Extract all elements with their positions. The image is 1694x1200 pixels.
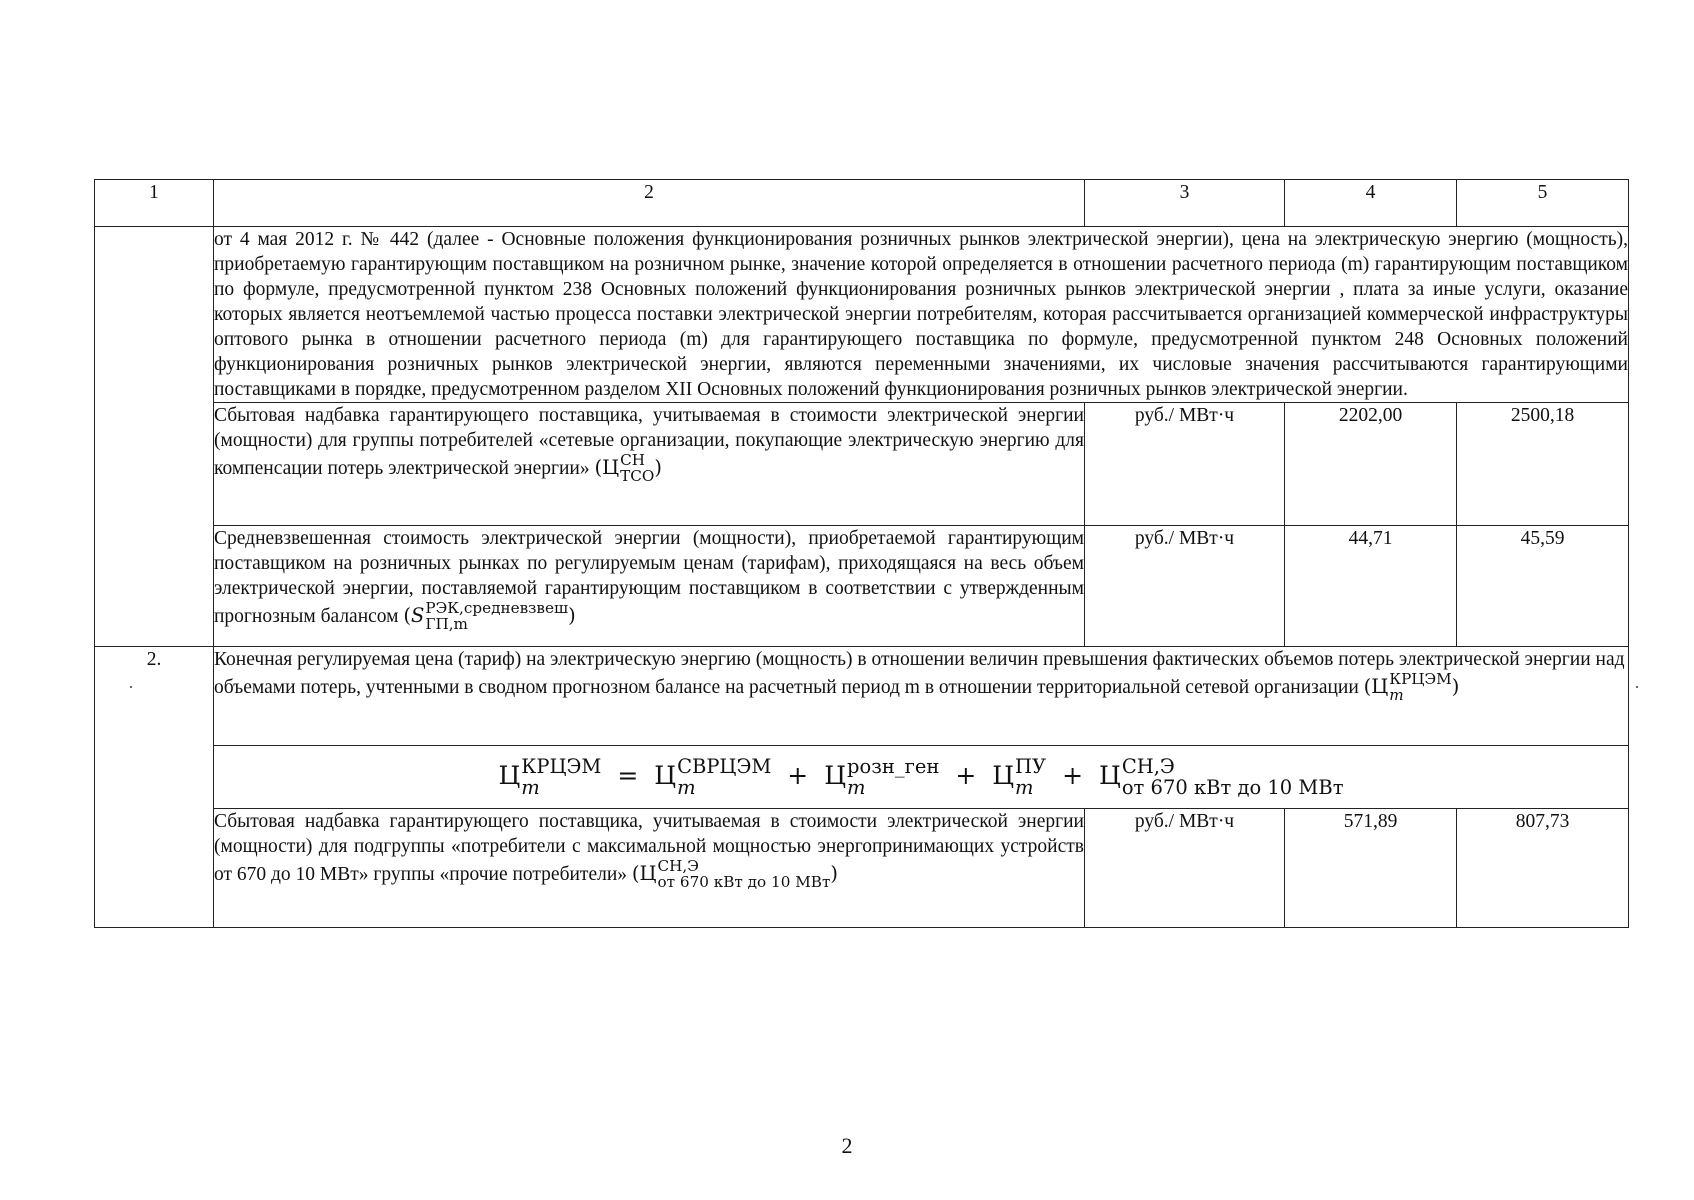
paren-open: ( [1363,675,1372,699]
table-row [95,403,1629,526]
paren-open: ( [594,456,603,480]
value-cell-2: 2500,18 [1457,403,1629,526]
value-cell-1: 2202,00 [1285,403,1457,526]
symbol-sub: m [1389,686,1404,705]
symbol-base: S [411,604,425,628]
block1-num-cell [95,227,214,647]
symbol-base: Ц [602,456,620,480]
value-cell-2: 45,59 [1457,526,1629,647]
formula-row [95,746,1629,809]
formula-term-1-scripts [521,757,601,797]
page-number: 2 [841,1133,853,1158]
header-row [95,180,1629,227]
unit-cell: руб./ МВт·ч [1085,526,1285,647]
symbol-sub: от 670 кВт до 10 МВт [657,873,831,892]
scan-speck [1636,686,1638,688]
formula-symbol [631,857,838,892]
block2-title [214,647,1629,746]
paren-open: ( [631,862,640,886]
scan-speck [130,686,132,688]
block2-num-cell: 2. [95,647,214,928]
formula-term-1-sup: КРЦЭМ [521,755,602,778]
block2-title-row [95,647,1629,746]
formula-term-4-base: Ц [992,760,1015,790]
table-row [95,809,1629,928]
tariff-table [94,179,1629,928]
value-cell-1: 44,71 [1285,526,1457,647]
formula-term-5-base: Ц [1099,760,1121,790]
symbol-scripts [425,601,568,632]
formula-term-2-base: Ц [654,760,677,790]
symbol-sub: ТСО [620,467,655,486]
formula-term-3-sub: m [847,775,866,799]
formula-term-4-sub: m [1015,775,1034,799]
paren-open: ( [403,604,412,628]
equals-sign: = [617,760,639,790]
value-cell-2: 807,73 [1457,809,1629,928]
row-description [214,809,1085,928]
header-col-5: 5 [1457,180,1629,227]
row-description [214,526,1085,647]
unit-cell: руб./ МВт·ч [1085,403,1285,526]
formula-term-4-sup: ПУ [1015,755,1047,778]
formula-symbol [1363,670,1460,705]
paren-close: ) [568,604,576,628]
formula-term-1-sub: m [521,775,540,799]
formula-term-4-scripts [1015,757,1046,797]
symbol-scripts [1389,672,1451,703]
header-col-3: 3 [1085,180,1285,227]
formula-term-2-scripts [677,757,771,797]
formula-term-5-sub: от 670 кВт до 10 МВт [1121,775,1344,799]
value-cell-1: 571,89 [1285,809,1457,928]
paren-close: ) [654,456,662,480]
symbol-scripts [658,859,831,890]
plus-sign: + [1062,760,1084,790]
table-row [95,526,1629,647]
formula-symbol [403,599,576,634]
formula-term-1-base: Ц [498,760,521,790]
symbol-base: Ц [639,862,657,886]
row-text: Сбытовая надбавка гарантирующего поставщика, учитываемая в стоимости электрической энергии (мощности) для группы потребителей «сетевые организации, покупающие электрическую энергию для компенсации потерь электрической энергии» [214,405,1084,480]
formula-term-2-sub: m [677,775,696,799]
formula-term-5-scripts [1122,757,1344,797]
symbol-sup: СН,Э [657,857,699,875]
formula-term-3-sup: розн_ген [847,755,940,778]
formula-term-5-sup: СН,Э [1121,755,1175,778]
symbol-sup: КРЦЭМ [1389,670,1452,688]
row-text: Сбытовая надбавка гарантирующего поставщика, учитываемая в стоимости электрической энергии (мощности) для подгруппы «потребители с максимальной мощностью энергопринимающих устройств от 670 до 10 МВт» группы «прочие потребители» [214,811,1084,886]
formula-term-3-scripts [847,757,939,797]
formula-term-2-sup: СВРЦЭМ [677,755,772,778]
row-description [214,403,1085,526]
plus-sign: + [787,760,809,790]
paren-close: ) [830,862,838,886]
symbol-base: Ц [1371,675,1389,699]
row-text: Средневзвешенная стоимость электрической энергии (мощности), приобретаемой гарантирующим поставщиком на розничных рынках по регулируемым ценам (тарифам), приходящаяся на весь объем электрической энергии, поставляемой гарантирующим поставщиком в соответствии с утвержденным прогнозным балансом [214,528,1084,628]
unit-cell: руб./ МВт·ч [1085,809,1285,928]
symbol-sub: ГП,m [425,615,468,634]
intro-row [95,227,1629,403]
header-col-1: 1 [95,180,214,227]
formula-symbol [594,451,662,486]
plus-sign: + [955,760,977,790]
paren-close: ) [1451,675,1460,699]
header-col-2: 2 [214,180,1085,227]
formula-term-3-base: Ц [824,760,846,790]
header-col-4: 4 [1285,180,1457,227]
block2-title-text: Конечная регулируемая цена (тариф) на электрическую энергию (мощность) в отношении величин превышения фактических объемов потерь электрической энергии над объемами потерь, учтенными в сводном прогнозном балансе на расчетный период m в отношении территориальной сетевой организации [214,649,1625,699]
symbol-sup: СН [620,451,646,469]
symbol-sup: РЭК,средневзвеш [425,599,569,617]
formula [214,746,1629,809]
symbol-scripts [620,453,654,484]
intro-text: от 4 мая 2012 г. № 442 (далее - Основные положения функционирования розничных рынков электрической энергии), цена на электрическую энергию (мощность), приобретаемую гарантирующим поставщиком на розничном рынке, значение которой определяется в отношении расчетного периода (m) гарантирующим поставщиком по формуле, предусмотренной пунктом 238 Основных положений функционирования розничных рынков электрической энергии , плата за иные услуги, оказание которых является неотъемлемой частью процесса поставки электрической энергии потребителям, которая рассчитывается организацией коммерческой инфраструктуры оптового рынка в отношении расчетного периода (m) для гарантирующего поставщика по формуле, предусмотренной пунктом 248 Основных положений функционирования розничных рынков электрической энергии, являются переменными значениями, их числовые значения рассчитываются гарантирующими поставщиками в порядке, предусмотренном разделом XII Основных положений функционирования розничных рынков электрической энергии. [214,227,1629,403]
